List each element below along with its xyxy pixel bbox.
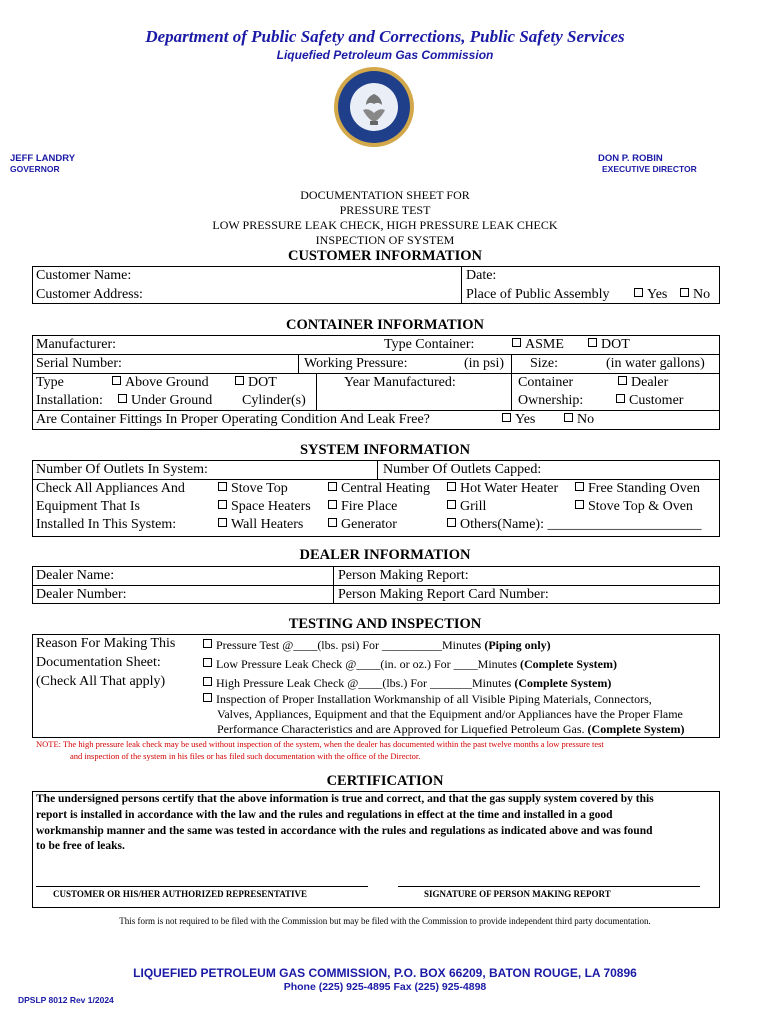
type-container-label: Type Container: (384, 337, 475, 352)
doc-title-line1: DOCUMENTATION SHEET FOR (300, 188, 470, 202)
inspection-option[interactable]: Inspection of Proper Installation Workmanship of all Visible Piping Materials, Connectors, (203, 692, 652, 707)
testing-section-title: TESTING AND INSPECTION (288, 616, 482, 632)
space-heaters-option[interactable]: Space Heaters (218, 499, 311, 515)
container-section-title: CONTAINER INFORMATION (285, 317, 485, 333)
asme-option[interactable]: ASME (512, 337, 564, 353)
department-title: Department of Public Safety and Corrections, Public Safety Services (145, 27, 625, 46)
footer-phone: Phone (225) 925-4895 Fax (225) 925-4898 (283, 981, 487, 993)
year-manufactured-label[interactable]: Year Manufactured: (344, 375, 456, 390)
checkbox-icon (328, 500, 337, 509)
container-ownership-label: Container (518, 375, 574, 390)
grill-option[interactable]: Grill (447, 499, 486, 515)
customer-signature-line[interactable] (36, 886, 368, 887)
free-standing-oven-option[interactable]: Free Standing Oven (575, 481, 700, 497)
checkbox-icon (575, 500, 584, 509)
check-appliances-line3: Installed In This System: (36, 517, 177, 532)
reason-line1: Reason For Making This (36, 636, 176, 651)
customer-name-label[interactable]: Customer Name: (36, 268, 132, 283)
checkbox-icon (564, 413, 573, 422)
checkbox-icon (575, 482, 584, 491)
checkbox-icon (203, 677, 212, 686)
check-appliances-line1: Check All Appliances And (36, 481, 185, 496)
reporter-signature-label: SIGNATURE OF PERSON MAKING REPORT (424, 889, 611, 899)
central-heating-option[interactable]: Central Heating (328, 481, 430, 497)
cylinders-label: Cylinder(s) (242, 393, 306, 408)
form-id: DPSLP 8012 Rev 1/2024 (18, 995, 114, 1005)
fittings-no[interactable]: No (564, 412, 594, 428)
inspection-line2: Valves, Appliances, Equipment and that the Equipment and/or Appliances have the Proper Flame (217, 707, 683, 721)
hot-water-heater-option[interactable]: Hot Water Heater (447, 481, 558, 497)
stove-top-oven-option[interactable]: Stove Top & Oven (575, 499, 693, 515)
others-option[interactable]: Others(Name): ______________________ (447, 517, 701, 533)
checkbox-icon (203, 639, 212, 648)
dot-cylinder-option[interactable]: DOT (235, 375, 277, 391)
gallons-unit: (in water gallons) (606, 356, 705, 371)
dealer-section-title: DEALER INFORMATION (299, 547, 471, 563)
checkbox-icon (680, 288, 689, 297)
owner-customer-option[interactable]: Customer (616, 393, 683, 409)
checkbox-icon (203, 693, 212, 702)
checkbox-icon (634, 288, 643, 297)
certification-section-title: CERTIFICATION (326, 773, 444, 789)
customer-section-title: CUSTOMER INFORMATION (287, 248, 482, 264)
cert-line4: to be free of leaks. (36, 840, 125, 852)
outlets-capped-label[interactable]: Number Of Outlets Capped: (383, 462, 542, 477)
director-name: DON P. ROBIN (598, 153, 663, 164)
owner-dealer-option[interactable]: Dealer (618, 375, 668, 391)
reason-line3: (Check All That apply) (36, 674, 166, 689)
checkbox-icon (447, 482, 456, 491)
checkbox-icon (328, 518, 337, 527)
check-appliances-line2: Equipment That Is (36, 499, 140, 514)
checkbox-icon (218, 500, 227, 509)
cert-line2: report is installed in accordance with the law and the rules and regulations in effect at the time and installed in a good (36, 809, 613, 821)
checkbox-icon (618, 376, 627, 385)
high-pressure-option[interactable]: High Pressure Leak Check @____(lbs.) For _______Minutes (Complete System) (203, 676, 611, 691)
ownership-label: Ownership: (518, 393, 584, 408)
dot-option[interactable]: DOT (588, 337, 630, 353)
governor-title: GOVERNOR (10, 164, 60, 174)
report-card-number-label[interactable]: Person Making Report Card Number: (338, 587, 549, 602)
person-making-report-label[interactable]: Person Making Report: (338, 568, 469, 583)
public-assembly-label: Place of Public Assembly (466, 287, 610, 302)
serial-number-label[interactable]: Serial Number: (36, 356, 122, 371)
dealer-number-label[interactable]: Dealer Number: (36, 587, 127, 602)
state-seal-icon (333, 66, 415, 148)
installation-label: Installation: (36, 393, 103, 408)
above-ground-option[interactable]: Above Ground (112, 375, 209, 391)
fittings-question: Are Container Fittings In Proper Operating Condition And Leak Free? (36, 412, 430, 427)
generator-option[interactable]: Generator (328, 517, 397, 533)
system-section-title: SYSTEM INFORMATION (299, 442, 471, 458)
wall-heaters-option[interactable]: Wall Heaters (218, 517, 303, 533)
fittings-yes[interactable]: Yes (502, 412, 535, 428)
checkbox-icon (112, 376, 121, 385)
date-label[interactable]: Date: (466, 268, 497, 283)
customer-signature-label: CUSTOMER OR HIS/HER AUTHORIZED REPRESENTATIVE (53, 889, 308, 899)
footer-address: LIQUEFIED PETROLEUM GAS COMMISSION, P.O. BOX 66209, BATON ROUGE, LA 70896 (133, 966, 637, 980)
cert-line1: The undersigned persons certify that the above information is true and correct, and that the gas supply system covered by this (36, 793, 654, 805)
stove-top-option[interactable]: Stove Top (218, 481, 288, 497)
checkbox-icon (218, 518, 227, 527)
director-title: EXECUTIVE DIRECTOR (602, 164, 697, 174)
governor-name: JEFF LANDRY (10, 153, 76, 164)
size-label[interactable]: Size: (530, 356, 558, 371)
checkbox-icon (118, 394, 127, 403)
doc-title-line2: PRESSURE TEST (339, 203, 431, 217)
reporter-signature-line[interactable] (398, 886, 700, 887)
under-ground-option[interactable]: Under Ground (118, 393, 212, 409)
pressure-test-option[interactable]: Pressure Test @____(lbs. psi) For __________Minutes (Piping only) (203, 638, 551, 653)
customer-address-label[interactable]: Customer Address: (36, 287, 143, 302)
public-assembly-no[interactable]: No (680, 287, 710, 303)
outlets-label[interactable]: Number Of Outlets In System: (36, 462, 208, 477)
commission-subtitle: Liquefied Petroleum Gas Commission (276, 48, 494, 62)
manufacturer-label[interactable]: Manufacturer: (36, 337, 117, 352)
public-assembly-yes[interactable]: Yes (634, 287, 667, 303)
low-pressure-option[interactable]: Low Pressure Leak Check @____(in. or oz.) For ____Minutes (Complete System) (203, 657, 617, 672)
footer-note: This form is not required to be filed with the Commission but may be filed with the Commission to provide independent third party documentation. (119, 916, 651, 926)
reason-line2: Documentation Sheet: (36, 655, 161, 670)
psi-unit: (in psi) (464, 356, 505, 371)
checkbox-icon (203, 658, 212, 667)
checkbox-icon (588, 338, 597, 347)
checkbox-icon (218, 482, 227, 491)
note-line2: and inspection of the system in his files or has filed such documentation with the office of the Director. (70, 751, 421, 761)
doc-title-line3: LOW PRESSURE LEAK CHECK, HIGH PRESSURE LEAK CHECK (212, 218, 558, 232)
checkbox-icon (616, 394, 625, 403)
note-line1: NOTE: The high pressure leak check may be used without inspection of the system, when the dealer has documented within the past twelve months a low pressure test (36, 739, 604, 749)
checkbox-icon (447, 518, 456, 527)
checkbox-icon (502, 413, 511, 422)
cert-line3: workmanship manner and the same was tested in accordance with the rules and regulations as indicated above and was found (36, 825, 653, 837)
dealer-name-label[interactable]: Dealer Name: (36, 568, 115, 583)
doc-title-line4: INSPECTION OF SYSTEM (315, 233, 455, 247)
inspection-line3: Performance Characteristics and are Approved for Liquefied Petroleum Gas. (Complete System) (217, 722, 685, 736)
working-pressure-label[interactable]: Working Pressure: (304, 356, 408, 371)
checkbox-icon (447, 500, 456, 509)
checkbox-icon (328, 482, 337, 491)
checkbox-icon (235, 376, 244, 385)
type-label: Type (36, 375, 64, 390)
fire-place-option[interactable]: Fire Place (328, 499, 397, 515)
checkbox-icon (512, 338, 521, 347)
